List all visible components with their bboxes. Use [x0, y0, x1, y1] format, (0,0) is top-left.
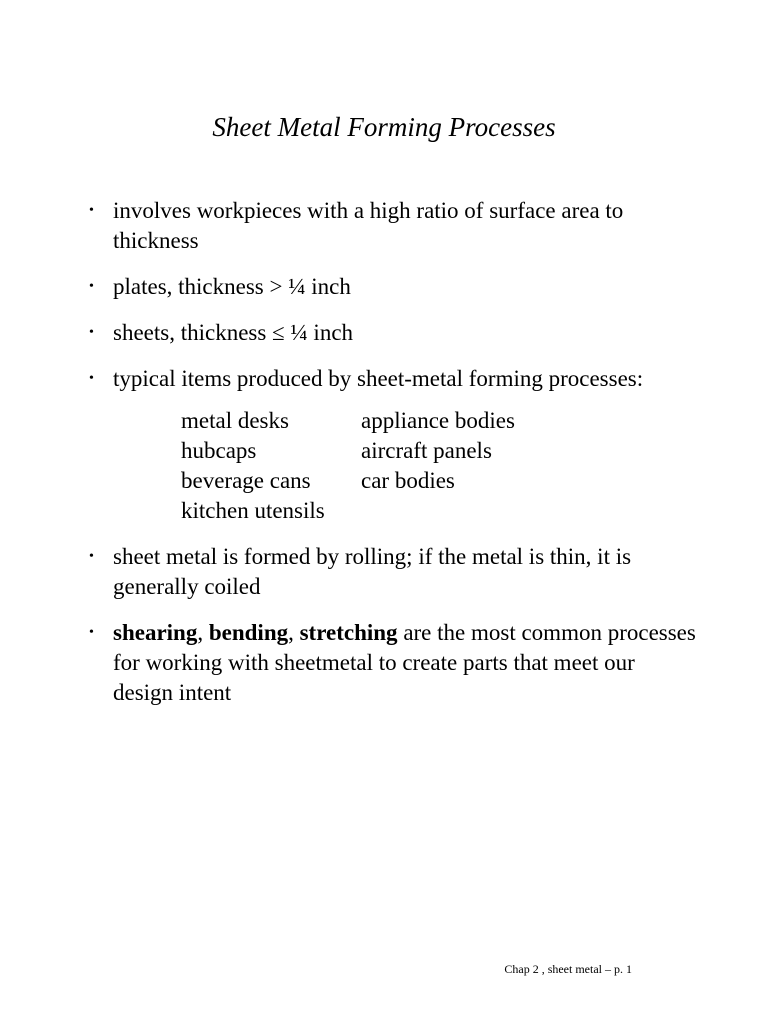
item-cell [361, 496, 581, 526]
bullet-text: typical items produced by sheet-metal forming processes: [113, 366, 644, 391]
bullet-dot-icon: • [89, 279, 94, 294]
term-shearing: shearing [113, 620, 198, 645]
item-cell: car bodies [361, 468, 455, 493]
bullet-dot-icon: • [89, 371, 94, 386]
separator: , [197, 620, 209, 645]
bullet-dot-icon: • [89, 549, 94, 564]
term-bending: bending [208, 620, 289, 645]
item-cell: beverage cans [181, 468, 311, 493]
page-footer: Chap 2 , sheet metal – p. 1 [504, 962, 632, 976]
bullet-list [0, 196, 768, 708]
item-cell: metal desks [181, 408, 289, 433]
bullet-item-4 [0, 364, 768, 526]
bullet-item-6 [0, 618, 768, 708]
bullet-text-rest: are the most common processes for working with sheetmetal to create parts that meet our design intent [113, 620, 696, 705]
bullet-text [113, 620, 696, 705]
item-cell: appliance bodies [361, 408, 515, 433]
items-table [181, 406, 698, 526]
bullet-item-3 [0, 318, 768, 348]
bullet-text: plates, thickness > ¼ inch [113, 274, 351, 299]
bullet-dot-icon: • [89, 325, 94, 340]
bullet-text: sheets, thickness ≤ ¼ inch [113, 320, 354, 345]
bullet-item-5 [0, 542, 768, 602]
page-title: Sheet Metal Forming Processes [212, 112, 556, 142]
bullet-text: involves workpieces with a high ratio of surface area to thickness [113, 198, 624, 253]
bullet-dot-icon: • [89, 203, 94, 218]
item-cell: aircraft panels [361, 438, 492, 463]
term-stretching: stretching [299, 620, 398, 645]
item-cell: kitchen utensils [181, 498, 325, 523]
bullet-item-1 [0, 196, 768, 256]
item-cell: hubcaps [181, 438, 257, 463]
bullet-text: sheet metal is formed by rolling; if the metal is thin, it is generally coiled [113, 544, 632, 599]
separator: , [288, 620, 300, 645]
bullet-dot-icon: • [89, 625, 94, 640]
bullet-item-2 [0, 272, 768, 302]
